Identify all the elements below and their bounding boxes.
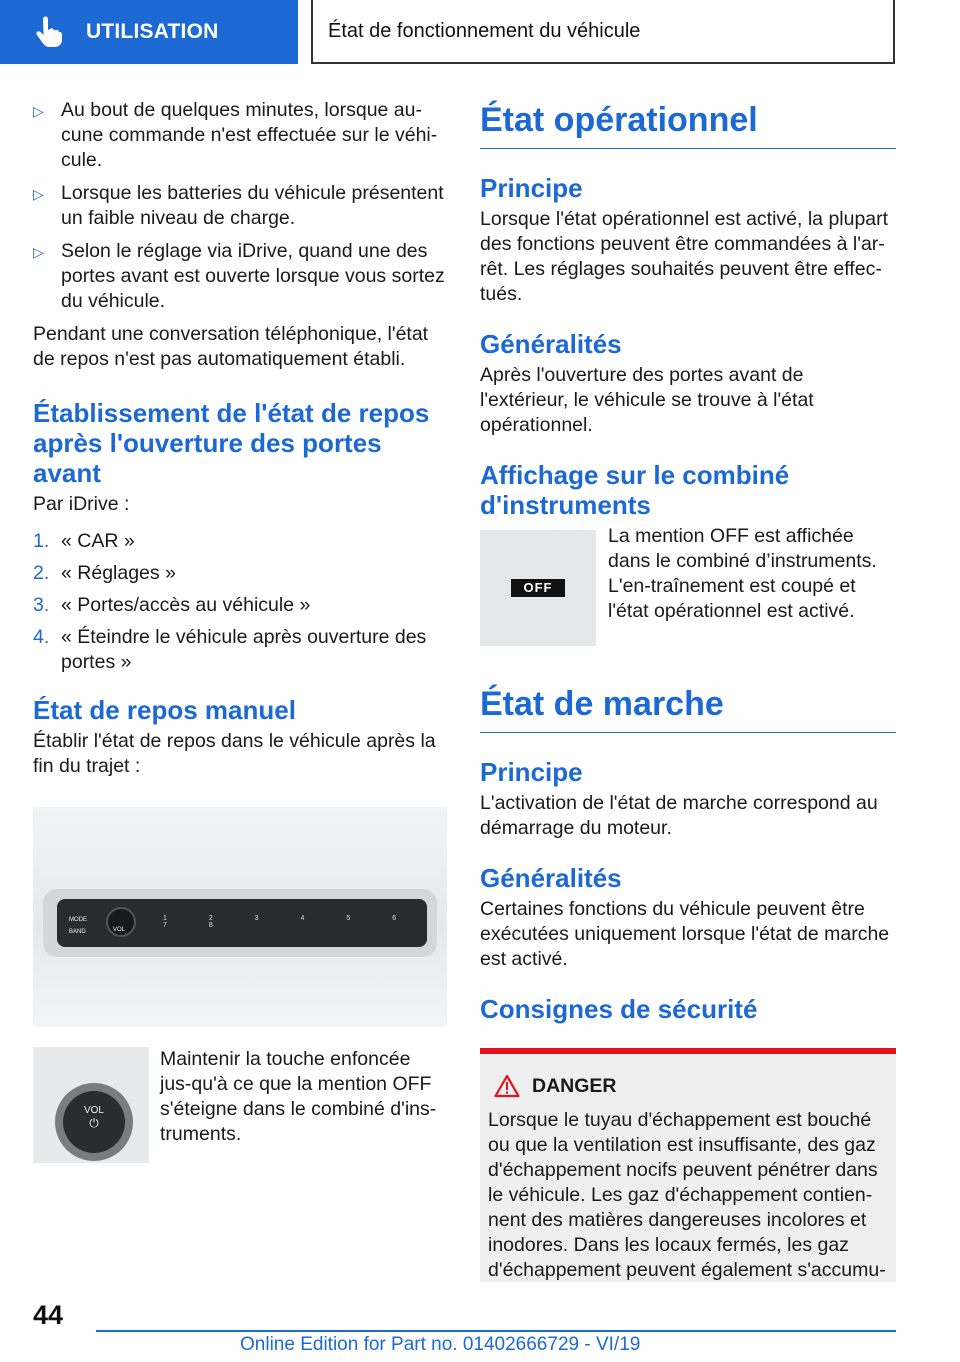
- triangle-bullet-icon: ▷: [33, 244, 44, 260]
- step-text: « CAR »: [61, 530, 135, 552]
- off-figure: [480, 525, 896, 646]
- right-column: [480, 98, 896, 1282]
- instrument-cluster-image: [480, 530, 596, 646]
- danger-text: Lorsque le tuyau d'échappement est bouché ou que la ventilation est insuffisante, des gaz d'échappement nocifs peuvent pénétrer dans le véhicule. Les gaz d'échappement contien-nent des matières dangereuses incolores et inodores. Dans les locaux fermés, les gaz d'échappement peuvent également s'accumu-: [488, 1109, 886, 1281]
- audio-panel-image: [33, 807, 447, 1027]
- paragraph: Certaines fonctions du véhicule peuvent être exécutées uniquement lorsque l'état de marche est activé.: [480, 898, 890, 970]
- warning-triangle-icon: [494, 1074, 520, 1098]
- heading-consignes: Consignes de sécurité: [480, 994, 758, 1024]
- step-number: 4.: [33, 626, 50, 648]
- power-icon: ⏻: [89, 1116, 99, 1130]
- left-column: [33, 98, 447, 1163]
- paragraph: La mention OFF est affichée dans le combiné d’instruments. L'en-traînement est coupé et l'état opérationnel est activé.: [608, 525, 877, 622]
- list-item: [33, 625, 447, 675]
- paragraph: Pendant une conversation téléphonique, l'état de repos n'est pas automatiquement établi.: [33, 323, 429, 370]
- edition-text: Online Edition for Part no. 01402666729 - VI/19: [240, 1334, 641, 1355]
- step-number: 1.: [33, 530, 50, 552]
- heading-etablissement: Établissement de l'état de repos après l'ouverture des portes avant: [33, 398, 430, 488]
- step-number: 2.: [33, 562, 50, 584]
- step-text: « Éteindre le véhicule après ouverture des portes »: [61, 626, 427, 673]
- bullet-text: Lorsque les batteries du véhicule présentent un faible niveau de charge.: [61, 182, 444, 229]
- mode-label: MODE: [69, 917, 87, 923]
- list-item: [33, 181, 447, 231]
- danger-title-text: DANGER: [532, 1074, 617, 1097]
- bullet-text: Selon le réglage via iDrive, quand une des portes avant est ouverte lorsque vous sortez du véhicule.: [61, 240, 445, 312]
- chapter-tab-label: UTILISATION: [86, 20, 219, 43]
- heading-generalites: Généralités: [480, 863, 622, 893]
- paragraph: Lorsque l'état opérationnel est activé, la plupart des fonctions peuvent être commandées à l'ar-rêt. Les réglages souhaités peuvent être effec-tués.: [480, 208, 889, 305]
- heading-principe: Principe: [480, 757, 583, 787]
- heading-repos-manuel: État de repos manuel: [33, 695, 296, 725]
- page-number: 44: [33, 1300, 64, 1330]
- footer-divider: [96, 1330, 896, 1332]
- step-number: 3.: [33, 594, 50, 616]
- heading-etat-operationnel: État opérationnel: [480, 98, 896, 149]
- danger-title: [488, 1074, 888, 1098]
- knob-cap: [63, 1091, 125, 1153]
- off-badge: OFF: [511, 579, 565, 597]
- step-text: « Réglages »: [61, 562, 176, 584]
- knob-figure: [33, 1047, 447, 1163]
- triangle-bullet-icon: ▷: [33, 186, 44, 202]
- paragraph: L'activation de l'état de marche correspond au démarrage du moteur.: [480, 792, 878, 839]
- triangle-bullet-icon: ▷: [33, 103, 44, 119]
- vol-knob-image: [33, 1047, 149, 1163]
- step-text: « Portes/accès au véhicule »: [61, 594, 311, 616]
- heading-principe: Principe: [480, 173, 583, 203]
- chapter-tab[interactable]: [0, 0, 298, 64]
- heading-etat-de-marche: État de marche: [480, 682, 896, 733]
- danger-box: [480, 1048, 896, 1282]
- paragraph: Établir l'état de repos dans le véhicule après la fin du trajet :: [33, 730, 436, 777]
- chapter-title: [311, 0, 895, 64]
- list-item: [33, 239, 447, 314]
- knob-caption: Maintenir la touche enfoncée jus-qu'à ce que la mention OFF s'éteigne dans le combiné d'ins-truments.: [160, 1048, 437, 1145]
- paragraph: Après l'ouverture des portes avant de l'extérieur, le véhicule se trouve à l'état opérationnel.: [480, 364, 814, 436]
- chapter-title-text: État de fonctionnement du véhicule: [328, 19, 641, 42]
- list-item: [33, 529, 447, 554]
- heading-affichage: Affichage sur le combiné d'instruments: [480, 460, 790, 520]
- knob-label: VOL: [83, 1105, 104, 1116]
- steps-list: [33, 529, 447, 675]
- bullet-text: Au bout de quelques minutes, lorsque au-cune commande n'est effectuée sur le véhi-cule.: [61, 99, 438, 171]
- paragraph: Par iDrive :: [33, 493, 130, 515]
- hand-pointer-icon: [28, 12, 68, 52]
- band-label: BAND: [69, 929, 86, 935]
- list-item: [33, 593, 447, 618]
- preset-buttons: 1 2 3 4 5 6 7 8: [163, 915, 417, 929]
- vol-label: VOL: [113, 927, 126, 933]
- list-item: [33, 98, 447, 173]
- list-item: [33, 561, 447, 586]
- heading-generalites: Généralités: [480, 329, 622, 359]
